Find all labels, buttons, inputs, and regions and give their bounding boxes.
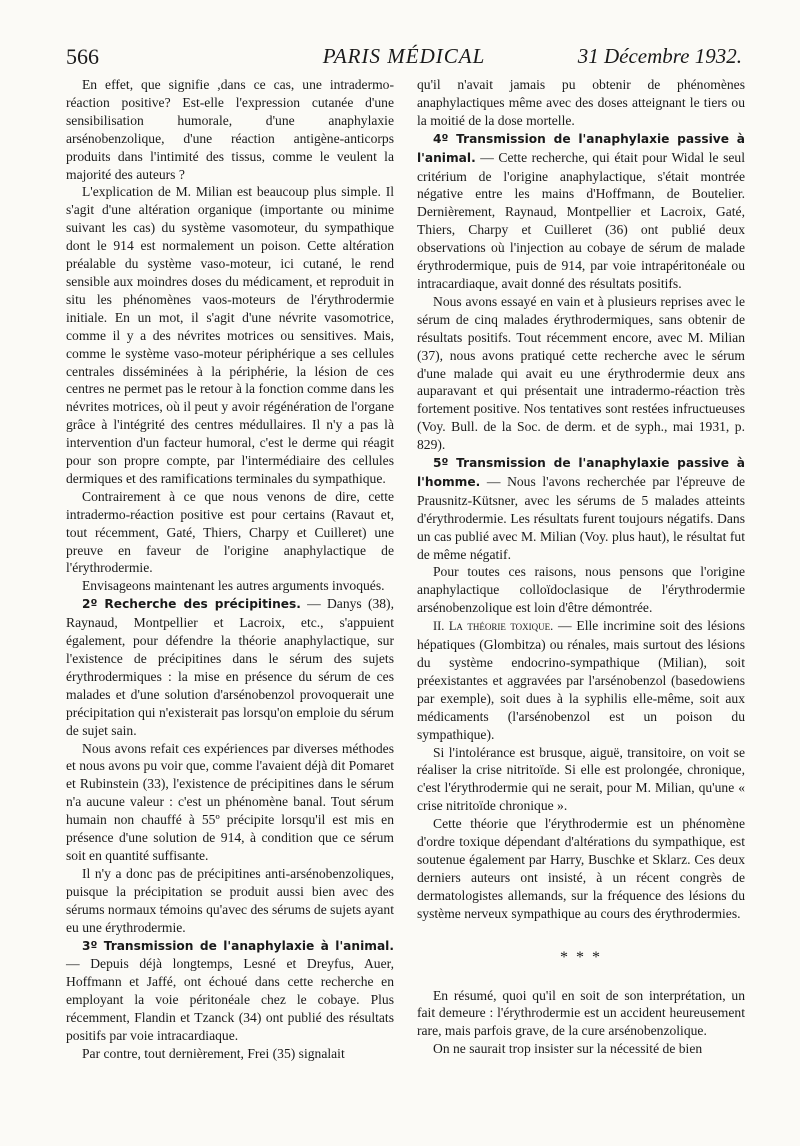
paragraph: Contrairement à ce que nous venons de dire, cette intradermo-réaction positive est pour certains (Ravaut et, tout récemment, Gaté, Thiers, Charpy et Cuilleret) une preuve en faveur de l'origine anaphylactique de l'érythrodermie. xyxy=(66,488,394,576)
section-text: — Elle incrimine soit des lésions hépatiques (Glombitza) ou rénales, mais surtout des lésions du système endocrino-sympathique (Milian), soit préexistantes et aggravées par l'arsénobenzol (basedowiens par exemple), soit dues à la syphilis elle-même, soit aux médicaments (l'arsénobenzol est un poison du sympathique). xyxy=(417,618,745,742)
section-text: — Cette recherche, qui était pour Widal le seul critérium de l'origine anaphylactique, s'était montrée négative entre les mains d'Hoffmann, de Boutelier. Dernièrement, Raynaud, Montpellier et Lacroix, Gaté, Thiers, Charpy et Cuilleret (36) ont publié deux observations où l'injection au cobaye de sérum de malade érythrodermique, puis de 914, par voie intrapéritonéale ou intracardiaque, avait donné des résultats positifs. xyxy=(417,149,745,291)
section-paragraph xyxy=(66,937,394,1045)
paragraph: Cette théorie que l'érythrodermie est un phénomène d'ordre toxique dépendant d'altérations du sympathique, est soutenue également par Harry, Buschke et Sklarz. Ces deux derniers auteurs ont insisté, à un récent congrès de dermatologistes allemands, sur la fréquence des lésions du système nerveux sympathique au cours des érythrodermies. xyxy=(417,816,745,921)
right-column xyxy=(417,76,745,1058)
paragraph: Nous avons essayé en vain et à plusieurs reprises avec le sérum de cinq malades érythrodermiques, sans obtenir de résultats positifs. Tout récemment encore, avec M. Milian (37), nous avons pratiqué cette recherche avec le sérum d'une malade qui avait eu une érythrodermie deux ans auparavant et qui présentait une intradermo-réaction très fortement positive. Nos tentatives sont restées infructueuses (Voy. Bull. de la Soc. de derm. et de syph., mai 1931, p. 829). xyxy=(417,293,745,453)
section-heading: 5º Transmission de l'anaphylaxie passive à l'homme. xyxy=(417,456,745,489)
paragraph: Si l'intolérance est brusque, aiguë, transitoire, on voit se réaliser la crise nitritoïde. Si elle est prolongée, chronique, c'est l'érythrodermie qui ne serait, pour M. Milian, qu'une « crise nitritoïde chronique ». xyxy=(417,744,745,814)
paragraph: Par contre, tout dernièrement, Frei (35) signalait xyxy=(82,1045,345,1061)
paragraph: L'explication de M. Milian est beaucoup plus simple. Il s'agit d'une altération organique (importante ou minime suivant les cas) du système vasomoteur, du sympathique dont le 914 est normalement un poison. Cette altération préalable du système vaso-moteur, ici cutané, le rend sensible aux moindres doses du médicament, et reproduit in situ les phénomènes vaos-moteurs de l'érythrodermie initiale. En un mot, il s'agit d'une névrite vasomotrice, comme il y a des névrites motrices ou sensitives. Mais, comme le système vaso-moteur périphérique a ses cellules centrales disséminées à la périphérie, la lésion de ces centres ne permet pas le retour à la fonction comme dans les névrites motrices, où il peut y avoir régénération de l'organe grâce à l'intégrité des centres médullaires. Il n'y a pas là intervention d'un facteur humoral, c'est le derme qui réagit pour son propre compte, par l'intermédiaire des cellules dermiques et des ramifications terminales du sympathique. xyxy=(66,184,395,486)
issue-date: 31 Décembre 1932. xyxy=(577,44,742,68)
paragraph: Il n'y a donc pas de précipitines anti-arsénobenzoliques, puisque la précipitation se produit aussi bien avec des sérums normaux témoins qu'avec des sérums de sujets ayant eu une érythrodermie. xyxy=(66,865,394,935)
section-paragraph xyxy=(66,595,394,739)
section-text: — Depuis déjà longtemps, Lesné et Dreyfus, Auer, Hoffmann et Jaffé, ont échoué dans cette recherche en employant la voie péritonéale chez le cobaye. Plus récemment, Flandin et Tzanck (34) ont publié des résultats positifs par voie intracardiaque. xyxy=(66,956,394,1044)
paragraph: En effet, que signifie ,dans ce cas, une intradermo-réaction positive? Est-elle l'expression cutanée d'une sensibilisation humorale, d'une anaphylaxie arsénobenzolique, d'une réaction antigène-anticorps produits dans l'intimité des tissus, comme le veulent la majorité des auteurs ? xyxy=(66,77,394,182)
section-text: — Danys (38), Raynaud, Montpellier et Lacroix, etc., s'appuient également, pour défendre la théorie anaphylactique, sur l'existence de précipitines dans le sérum des sujets érythrodermiques : la mise en présence du sérum de ces malades et d'une solution d'arsénobenzol provoquerait une précipitation qui n'existerait pas lorsqu'on emploie du sérum de sujet sain. xyxy=(66,596,394,738)
section-text: — Nous l'avons recherchée par l'épreuve de Prausnitz-Kütsner, avec les sérums de 5 malades atteints d'érythrodermie. Les résultats furent toujours négatifs. Dans un cas publié avec M. Milian (Voy. plus haut), le résultat fut de même négatif. xyxy=(417,473,745,562)
section-paragraph xyxy=(417,617,745,743)
section-heading: 4º Transmission de l'anaphylaxie passive à l'animal. xyxy=(417,131,745,165)
section-heading: 2º Recherche des précipitines. xyxy=(82,597,301,612)
journal-title: PARIS MÉDICAL xyxy=(322,44,486,68)
paragraph: Nous avons refait ces expériences par diverses méthodes et nous avons pu voir que, comme l'avaient déjà dit Pomaret et Rubinstein (33), l'existence de précipitines dans le sérum n'a aucune valeur : c'est un phénomène banal. Tout sérum humain non chauffé à 55º précipite lorsqu'il est mis en présence d'une solution de 914, à condition que ce sérum soit en quantité suffisante. xyxy=(66,740,394,863)
section-heading: 3º Transmission de l'anaphylaxie à l'animal. xyxy=(82,938,394,953)
paragraph: Envisageons maintenant les autres arguments invoqués. xyxy=(82,578,385,594)
page-header xyxy=(66,44,742,72)
section-heading: II. La théorie toxique. xyxy=(433,619,554,634)
left-column xyxy=(66,76,394,1063)
paragraph: On ne saurait trop insister sur la nécessité de bien xyxy=(433,1041,703,1057)
paragraph: En résumé, quoi qu'il en soit de son interprétation, un fait demeure : l'érythrodermie est un accident heureusement rare, mais parfois grave, de la cure arsénobenzolique. xyxy=(417,987,745,1039)
section-paragraph xyxy=(417,130,745,293)
paragraph: qu'il n'avait jamais pu obtenir de phénomènes anaphylactiques même avec des doses atteignant le tiers ou la moitié de la dose mortelle. xyxy=(417,77,745,128)
page-number: 566 xyxy=(66,44,99,69)
paragraph: Pour toutes ces raisons, nous pensons que l'origine anaphylactique colloïdoclasique de l'érythrodermie arsénobenzolique est loin d'être démontrée. xyxy=(417,564,745,616)
section-divider: * * * xyxy=(560,948,602,966)
section-paragraph xyxy=(417,454,745,563)
